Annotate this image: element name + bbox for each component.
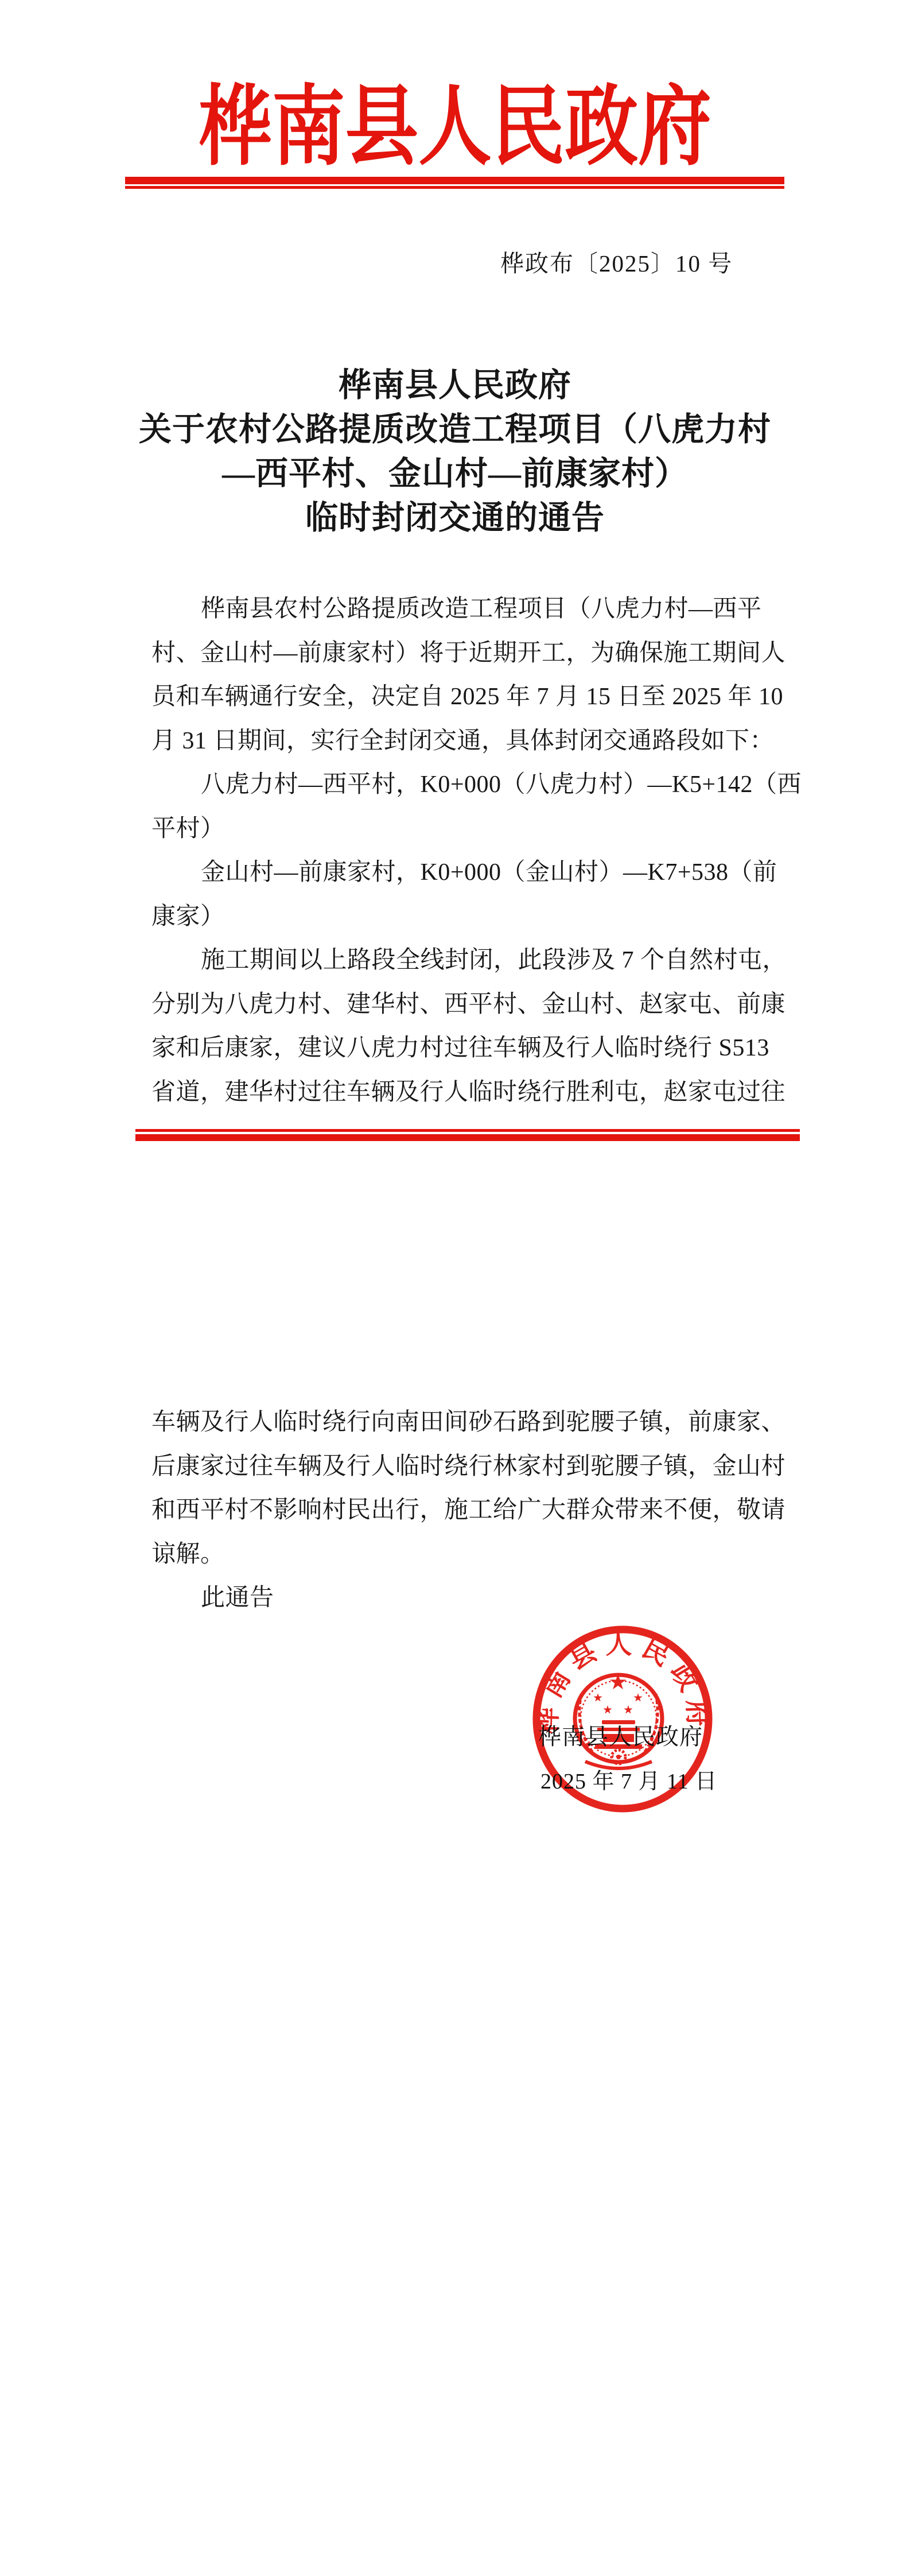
body-line: 谅解。 <box>151 1541 225 1568</box>
body-line: 桦南县农村公路提质改造工程项目（八虎力村—西平 <box>201 596 762 622</box>
page-footer-divider <box>135 1129 800 1141</box>
title-line: 临时封闭交通的通告 <box>305 500 605 536</box>
body-line: 分别为八虎力村、建华村、西平村、金山村、赵家屯、前康 <box>151 991 786 1018</box>
body-text-page2 <box>151 1400 788 1620</box>
body-line: 康家） <box>151 903 225 930</box>
closing-line: 此通告 <box>201 1585 274 1611</box>
body-text-page1 <box>151 587 802 1114</box>
body-line: 月 31 日期间，实行全封闭交通，具体封闭交通路段如下： <box>151 727 775 754</box>
body-line: 家和后康家，建议八虎力村过往车辆及行人临时绕行 S513 <box>151 1035 769 1061</box>
letterhead-divider <box>125 177 784 189</box>
document-number: 桦政布〔2025〕10 号 <box>500 250 733 277</box>
body-line: 八虎力村—西平村，K0+000（八虎力村）—K5+142（西 <box>201 771 802 798</box>
body-line: 村、金山村—前康家村）将于近期开工，为确保施工期间人 <box>151 639 786 666</box>
signature-date: 2025 年 7 月 11 日 <box>540 1770 718 1794</box>
body-line: 后康家过往车辆及行人临时绕行林家村到驼腰子镇，金山村 <box>151 1453 786 1480</box>
body-line: 省道，建华村过往车辆及行人临时绕行胜利屯，赵家屯过往 <box>151 1078 786 1105</box>
divider-thick-line <box>125 177 784 184</box>
body-line: 施工期间以上路段全线封闭，此段涉及 7 个自然村屯， <box>201 947 787 973</box>
letterhead-banner: 桦南县人民政府 <box>199 79 711 176</box>
notice-title <box>0 363 910 540</box>
divider-thick-line <box>135 1134 800 1141</box>
body-line: 车辆及行人临时绕行向南田间砂石路到驼腰子镇，前康家、 <box>151 1409 786 1436</box>
divider-thin-line <box>125 186 784 189</box>
divider-thin-line <box>135 1129 800 1132</box>
title-line: 关于农村公路提质改造工程项目（八虎力村 <box>139 412 771 448</box>
title-line: 桦南县人民政府 <box>339 367 571 404</box>
body-line: 员和车辆通行安全，决定自 2025 年 7 月 15 日至 2025 年 10 <box>151 684 784 710</box>
body-line: 和西平村不影响村民出行，施工给广大群众带来不便，敬请 <box>151 1497 786 1523</box>
body-line: 金山村—前康家村，K0+000（金山村）—K7+538（前 <box>201 859 777 886</box>
body-line: 平村） <box>151 815 225 842</box>
signature-organization: 桦南县人民政府 <box>538 1724 703 1749</box>
title-line: —西平村、金山村—前康家村） <box>222 456 688 492</box>
seal-arc-label: 桦南县人民政府 <box>532 1630 713 1735</box>
